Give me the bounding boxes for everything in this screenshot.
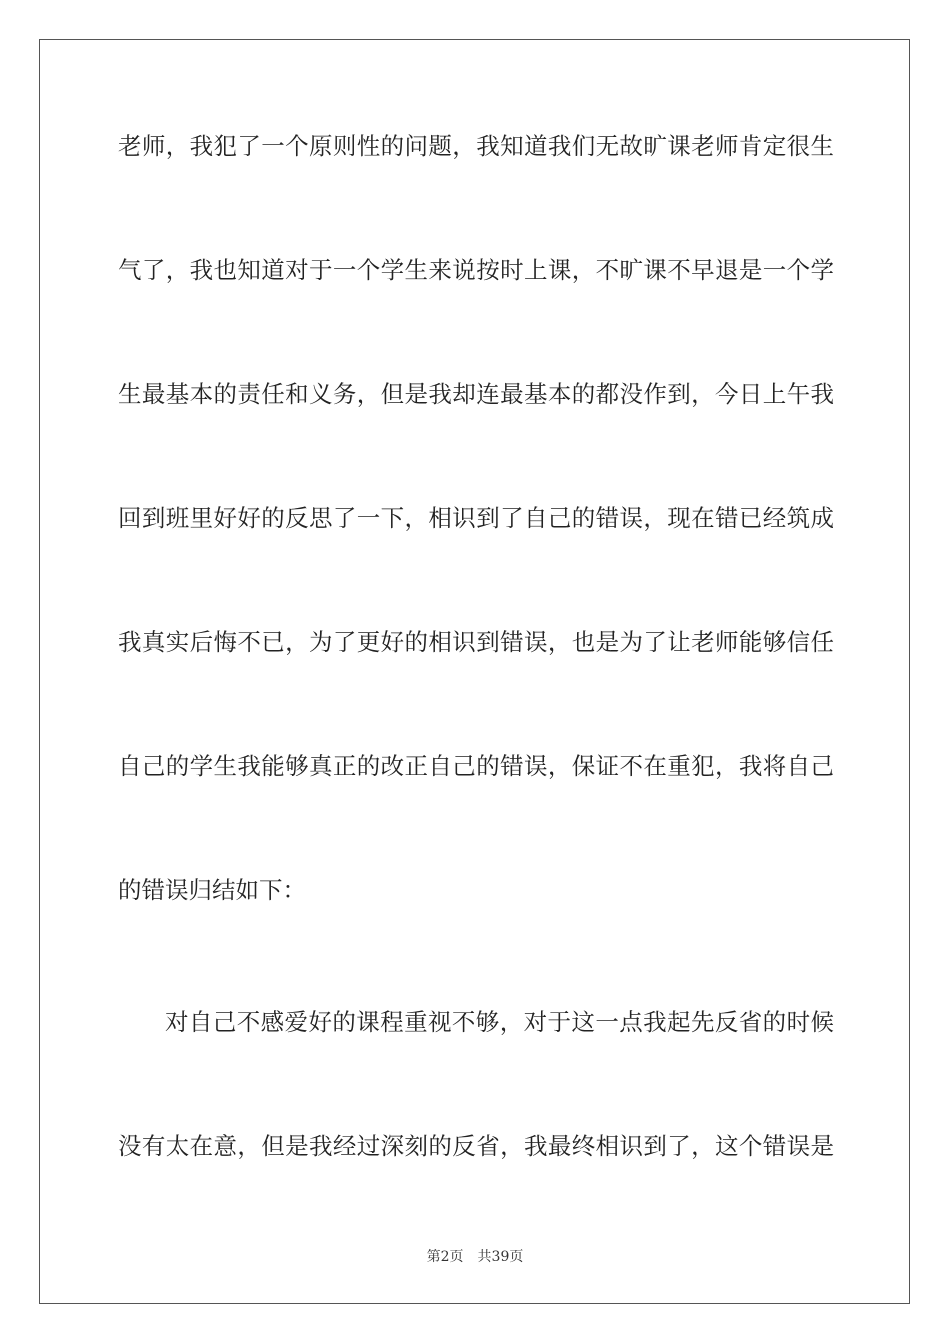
body-line-indented: 对自己不感爱好的课程重视不够，对于这一点我起先反省的时候: [165, 1008, 834, 1036]
page-footer: [0, 1248, 950, 1266]
body-line: 的错误归结如下：: [118, 876, 306, 904]
page-number: 第2页: [426, 1249, 464, 1265]
body-line: 气了，我也知道对于一个学生来说按时上课，不旷课不早退是一个学: [118, 256, 834, 284]
body-line: 没有太在意，但是我经过深刻的反省，我最终相识到了，这个错误是: [118, 1132, 834, 1160]
body-line: 自己的学生我能够真正的改正自己的错误，保证不在重犯，我将自己: [118, 752, 834, 780]
body-line: 老师，我犯了一个原则性的问题，我知道我们无故旷课老师肯定很生: [118, 132, 834, 160]
body-line: 生最基本的责任和义务，但是我却连最基本的都没作到，今日上午我: [118, 380, 834, 408]
page-total: 共39页: [477, 1249, 524, 1265]
body-line: 我真实后悔不已，为了更好的相识到错误，也是为了让老师能够信任: [118, 628, 834, 656]
body-line: 回到班里好好的反思了一下，相识到了自己的错误，现在错已经筑成: [118, 504, 834, 532]
document-body: [118, 130, 834, 1254]
